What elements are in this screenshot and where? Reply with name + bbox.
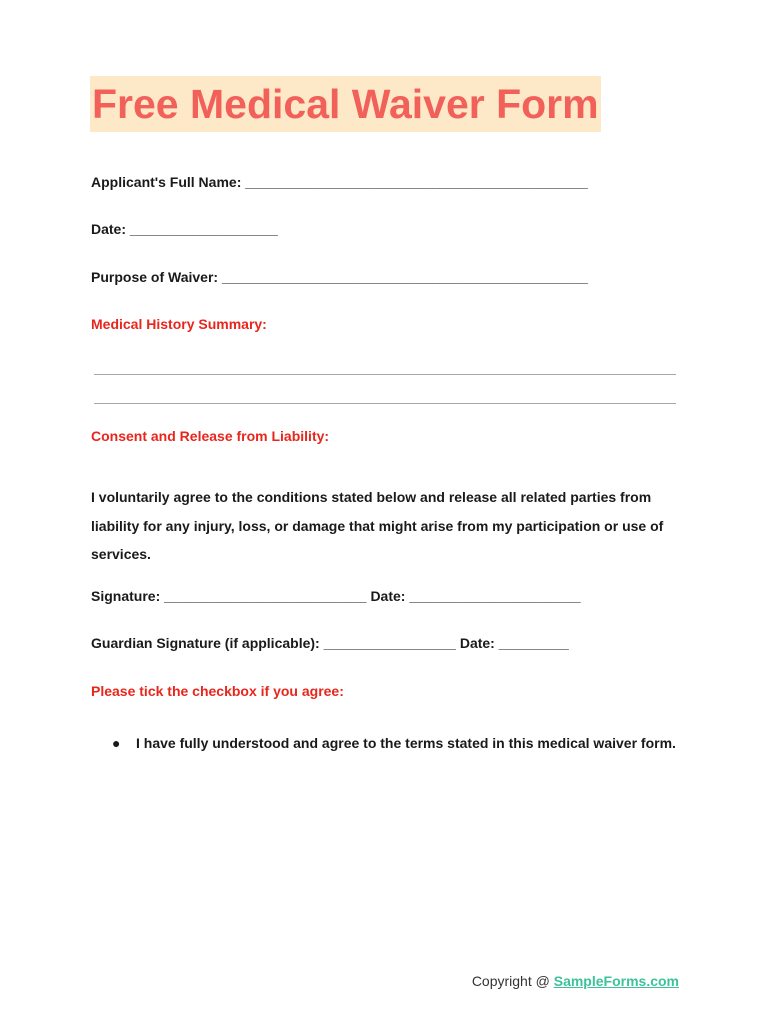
copyright-footer	[472, 973, 679, 989]
brand-link[interactable]: SampleForms.com	[553, 973, 679, 989]
medical-history-line-1[interactable]	[94, 374, 676, 375]
medical-history-line-2[interactable]	[94, 403, 676, 404]
consent-heading: Consent and Release from Liability:	[91, 428, 330, 444]
bullet-icon: ●	[112, 735, 121, 751]
purpose-field[interactable]: Purpose of Waiver: _______________________________________________	[91, 269, 588, 285]
applicant-name-field[interactable]: Applicant's Full Name: ____________________________________________	[91, 174, 588, 190]
date-field[interactable]: Date: ___________________	[91, 221, 278, 237]
medical-history-heading: Medical History Summary:	[91, 316, 267, 332]
agreement-heading: Please tick the checkbox if you agree:	[91, 683, 344, 699]
consent-paragraph: I voluntarily agree to the conditions stated below and release all related parties from liability for any injury, loss, or damage that might arise from my participation or use of services.	[91, 489, 664, 562]
page-title: Free Medical Waiver Form	[90, 76, 601, 132]
signature-line[interactable]: Signature: __________________________ Date: ______________________	[91, 588, 581, 604]
guardian-signature-line[interactable]: Guardian Signature (if applicable): _________________ Date: _________	[91, 635, 569, 651]
agreement-item[interactable]	[112, 729, 692, 758]
agreement-item-text: I have fully understood and agree to the terms stated in this medical waiver form.	[136, 735, 676, 751]
copyright-prefix: Copyright @	[471, 973, 554, 989]
